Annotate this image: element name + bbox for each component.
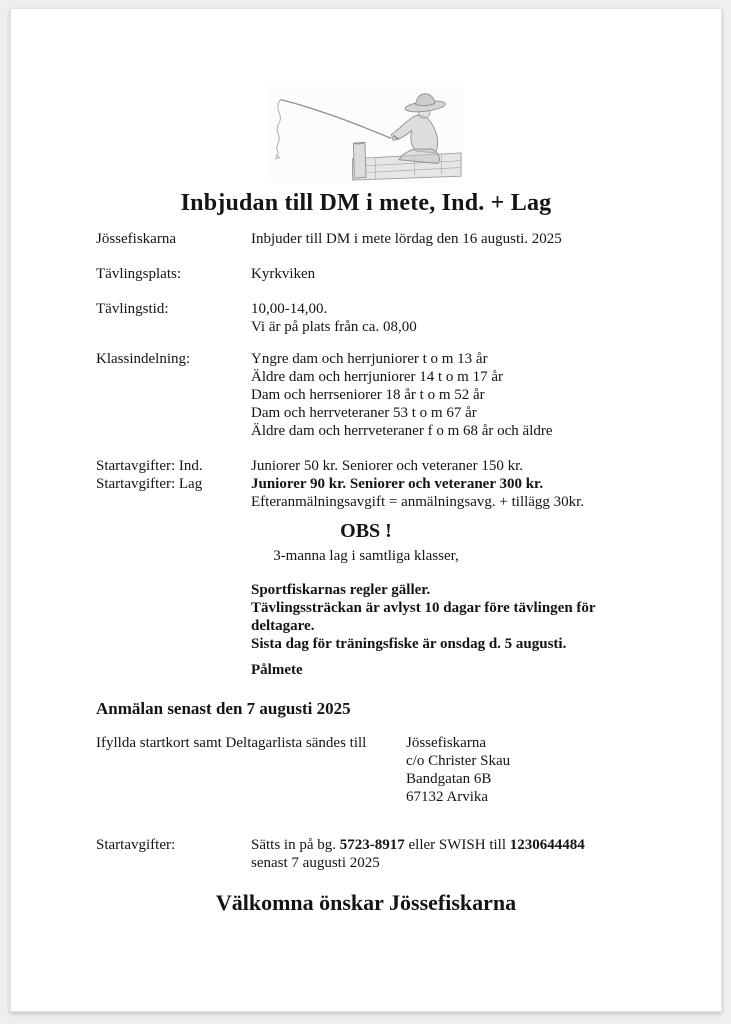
payment-details [251,836,721,872]
info-value: Inbjuder till DM i mete lördag den 16 augusti. 2025 [251,231,562,247]
rule-line: Tävlingssträckan är avlyst 10 dagar före tävlingen för deltagare. [251,600,596,634]
obs-heading: OBS ! [340,520,392,542]
address-line: c/o Christer Skau [406,753,511,769]
class-line: Dam och herrseniorer 18 år t o m 52 år [251,387,485,403]
payment-deadline: senast 7 augusti 2025 [251,855,380,871]
registration-deadline: Anmälan senast den 7 augusti 2025 [96,699,351,718]
late-fee-note: Efteranmälningsavgift = anmälningsavg. + tillägg 30kr. [251,494,585,510]
mailing-address [406,734,721,806]
info-label: Tävlingsplats: [96,266,181,282]
fee-label: Startavgifter: Lag [96,476,203,492]
info-row-classes [11,350,721,440]
fisherman-sketch-image [266,86,466,183]
fishing-method: Pålmete [251,662,303,678]
submission-label: Ifyllda startkort samt Deltagarlista sändes till [96,735,367,751]
address-line: Bandgatan 6B [406,771,492,787]
submission-row [11,734,721,806]
address-line: 67132 Arvika [406,789,489,805]
payment-text: eller SWISH till [404,837,510,853]
info-row-location [11,265,721,283]
info-label: Jössefiskarna [96,231,176,247]
rule-line: Sportfiskarnas regler gäller. [251,582,431,598]
time-line: Vi är på plats från ca. 08,00 [251,319,417,335]
class-line: Dam och herrveteraner 53 t o m 67 år [251,405,477,421]
fee-row-team [11,475,721,493]
info-value: Kyrkviken [251,266,316,282]
fees-section [11,457,721,511]
fee-value: Juniorer 90 kr. Seniorer och veteraner 300 kr. [251,476,544,492]
info-row-time [11,300,721,336]
payment-label: Startavgifter: [96,837,176,853]
class-line: Äldre dam och herrjuniorer 14 t o m 17 år [251,369,504,385]
rules-section [11,581,721,653]
fee-row-individual [11,457,721,475]
rule-line: Sista dag för träningsfiske är onsdag d. 5 augusti. [251,636,567,652]
bankgiro-number: 5723-8917 [339,837,405,853]
info-row-organizer [11,230,721,248]
closing-greeting: Välkomna önskar Jössefiskarna [215,890,517,915]
fee-value: Juniorer 50 kr. Seniorer och veteraner 150 kr. [251,458,523,474]
info-value [251,300,721,336]
class-line: Yngre dam och herrjuniorer t o m 13 år [251,351,488,367]
payment-line [251,836,721,854]
dock-post [353,142,366,178]
payment-text: Sätts in på bg. [251,837,340,853]
obs-note: 3-manna lag i samtliga klasser, [273,548,459,564]
document-sheet [10,8,722,1012]
class-line: Äldre dam och herrveteraner f o m 68 år och äldre [251,423,553,439]
swish-number: 1230644484 [509,837,585,853]
fee-label: Startavgifter: Ind. [96,458,203,474]
address-line: Jössefiskarna [406,735,486,751]
page-title: Inbjudan till DM i mete, Ind. + Lag [180,190,552,216]
payment-row [11,836,721,872]
time-line: 10,00-14,00. [251,301,328,317]
info-label: Klassindelning: [96,351,191,367]
info-value [251,350,721,440]
info-label: Tävlingstid: [96,301,169,317]
